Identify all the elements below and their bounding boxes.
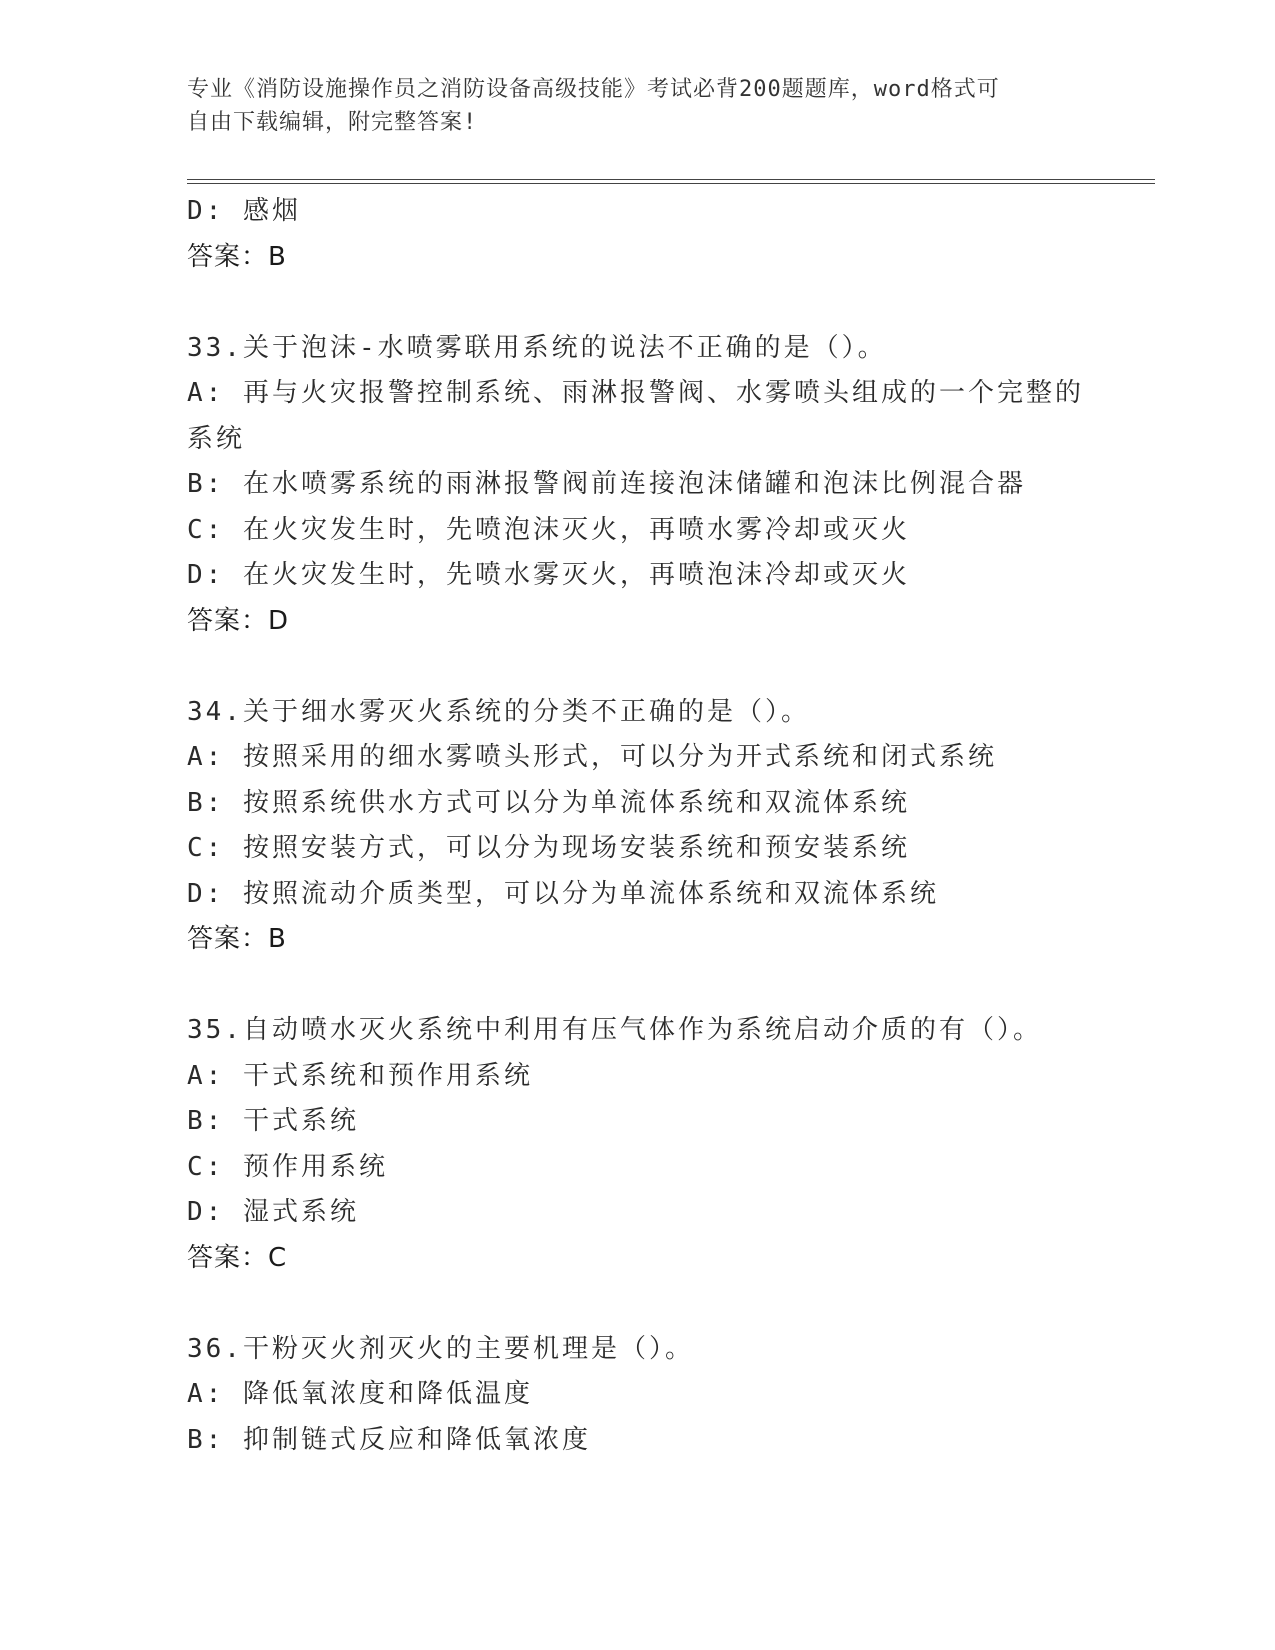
question-stem: 36.干粉灭火剂灭火的主要机理是（）。 [187, 1333, 694, 1364]
option-d: D: 按照流动介质类型，可以分为单流体系统和双流体系统 [187, 878, 939, 909]
header-title-line-1: 专业《消防设施操作员之消防设备高级技能》考试必背200题题库，word格式可 [187, 77, 1000, 102]
option-c: C: 预作用系统 [187, 1151, 388, 1182]
option-b: B: 抑制链式反应和降低氧浓度 [187, 1424, 591, 1455]
option-b: B: 在水喷雾系统的雨淋报警阀前连接泡沫储罐和泡沫比例混合器 [187, 469, 1026, 499]
header-title-line-2: 自由下载编辑，附完整答案! [187, 110, 478, 135]
option-c: C: 按照安装方式，可以分为现场安装系统和预安装系统 [187, 833, 910, 863]
option-a: A: 干式系统和预作用系统 [187, 1060, 533, 1091]
answer-line: 答案：C [187, 1242, 288, 1273]
answer-line: 答案：D [187, 605, 290, 636]
option-d: D: 湿式系统 [187, 1197, 359, 1227]
header-divider-bottom [187, 183, 1155, 184]
option-d: D: 感烟 [187, 196, 301, 226]
answer-line: 答案：B [187, 924, 287, 954]
answer-line: 答案：B [187, 241, 287, 272]
option-a: A: 降低氧浓度和降低温度 [187, 1379, 533, 1409]
spacer [187, 963, 1147, 1009]
question-35 [187, 1008, 1147, 1281]
question-stem: 35.自动喷水灭火系统中利用有压气体作为系统启动介质的有（）。 [187, 1015, 1042, 1045]
option-b: B: 按照系统供水方式可以分为单流体系统和双流体系统 [187, 787, 910, 818]
option-a: A: 按照采用的细水雾喷头形式，可以分为开式系统和闭式系统 [187, 742, 997, 772]
spacer [187, 280, 1147, 326]
option-a-continued: 系统 [187, 423, 246, 454]
question-33 [187, 326, 1147, 645]
question-stem: 34.关于细水雾灭火系统的分类不正确的是（）。 [187, 696, 810, 727]
question-stem: 33.关于泡沫-水喷雾联用系统的说法不正确的是（）。 [187, 332, 887, 363]
option-c: C: 在火灾发生时，先喷泡沫灭火，再喷水雾冷却或灭火 [187, 514, 910, 545]
spacer [187, 644, 1147, 690]
spacer [187, 1281, 1147, 1327]
question-list [187, 189, 1147, 1463]
option-b: B: 干式系统 [187, 1106, 359, 1136]
option-d: D: 在火灾发生时，先喷水雾灭火，再喷泡沫冷却或灭火 [187, 560, 910, 590]
option-a: A: 再与火灾报警控制系统、雨淋报警阀、水雾喷头组成的一个完整的 [187, 378, 1084, 408]
header-divider-top [187, 179, 1155, 180]
question-34 [187, 690, 1147, 963]
page-header [187, 73, 1087, 139]
question-36 [187, 1327, 1147, 1464]
